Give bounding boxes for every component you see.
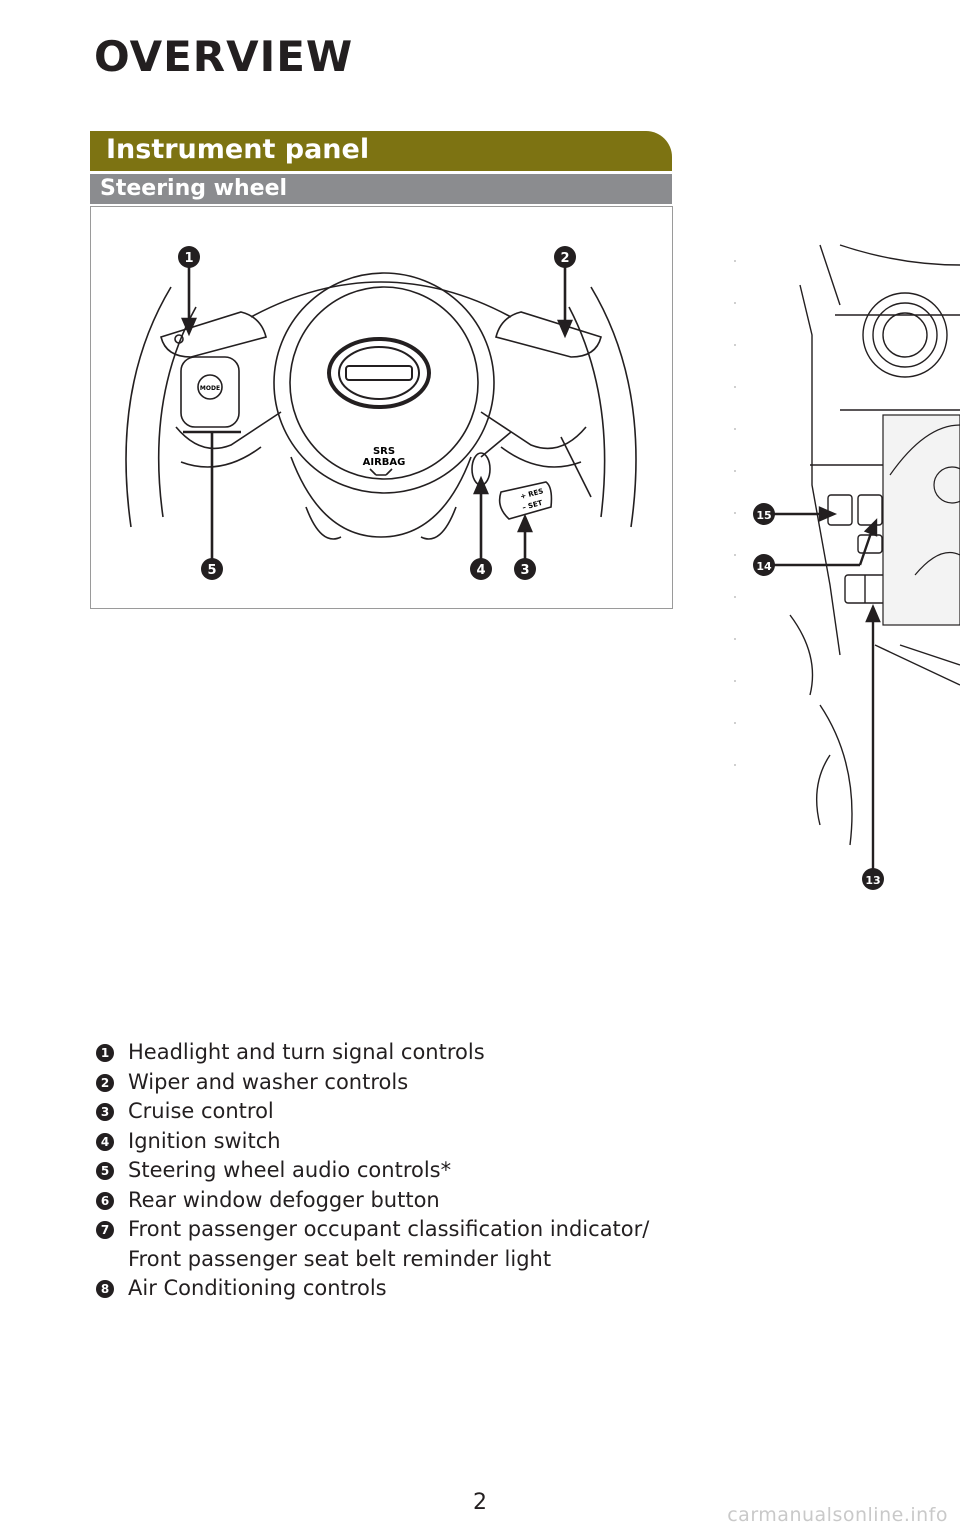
legend-number-badge: 6: [96, 1192, 114, 1210]
wheel-hub-lower: [291, 457, 471, 537]
sub-header-label: Steering wheel: [100, 176, 288, 201]
legend-text: Steering wheel audio controls*: [128, 1158, 452, 1182]
svg-text:2: 2: [560, 251, 570, 266]
page-title: OVERVIEW: [94, 32, 354, 81]
svg-text:1: 1: [184, 251, 194, 266]
horn-icon: [370, 469, 392, 475]
scion-logo: [329, 339, 429, 407]
callout-badge-13: [862, 868, 884, 890]
wheel-rim-right-inner: [569, 307, 605, 517]
wheel-rim-left-outer: [126, 287, 171, 527]
legend-text: Ignition switch: [128, 1128, 281, 1153]
legend-item: [96, 1215, 716, 1245]
callout-badge-3: [514, 558, 536, 580]
wheel-spoke-left: [176, 412, 281, 448]
legend-item: [96, 1097, 716, 1127]
legend-number-badge: 7: [96, 1221, 114, 1239]
svg-text:5: 5: [207, 563, 217, 578]
legend-number-badge: 4: [96, 1133, 114, 1151]
legend-item: [96, 1068, 716, 1098]
legend-item: [96, 1186, 716, 1216]
legend-item: [96, 1245, 716, 1275]
legend-text: Cruise control: [128, 1099, 274, 1123]
legend-item: [96, 1127, 716, 1157]
mode-label: MODE: [199, 385, 221, 392]
legend-text: Rear window defogger button: [128, 1187, 440, 1212]
wiper-stalk: [496, 312, 601, 357]
cruise-res-label: + RES: [519, 487, 545, 501]
legend-number-badge: 1: [96, 1044, 114, 1062]
air-vent: [863, 293, 947, 377]
svg-text:13: 13: [865, 874, 881, 887]
wheel-rim-left-inner: [159, 307, 196, 517]
watermark: carmanualsonline.info: [727, 1504, 948, 1526]
svg-text:15: 15: [756, 509, 772, 522]
wheel-rim-right-outer: [591, 287, 636, 527]
legend-text: Wiper and washer controls: [128, 1069, 409, 1094]
legend-number-badge: 5: [96, 1162, 114, 1180]
legend-text: Front passenger occupant classification indicator/: [128, 1217, 650, 1241]
legend-item: [96, 1156, 716, 1186]
callout-badge-15: [753, 503, 775, 525]
callout-badge-4: [470, 558, 492, 580]
airbag-label-line2: AIRBAG: [362, 457, 406, 468]
legend-number-badge: 3: [96, 1103, 114, 1121]
audio-control-pad: [181, 357, 239, 427]
callout-badge-2: [554, 246, 576, 268]
dash-switch-15: [828, 495, 852, 525]
callout-badge-5: [201, 558, 223, 580]
section-header: [90, 131, 672, 171]
legend-item: [96, 1274, 716, 1304]
svg-text:4: 4: [476, 563, 486, 578]
airbag-label-line1: SRS: [372, 446, 396, 457]
section-header-label: Instrument panel: [106, 134, 370, 165]
callout-badge-1: [178, 246, 200, 268]
cruise-set-label: – SET: [521, 498, 544, 512]
dashboard-figure: [700, 225, 960, 905]
page-number: 2: [473, 1490, 487, 1515]
steering-wheel-figure: [90, 206, 673, 609]
legend-item: [96, 1038, 716, 1068]
callout-badge-14: [753, 554, 775, 576]
svg-text:3: 3: [520, 563, 530, 578]
svg-text:14: 14: [756, 560, 772, 573]
steering-wheel-illustration: [91, 207, 672, 608]
legend-number-badge: 2: [96, 1074, 114, 1092]
legend-text: Headlight and turn signal controls: [128, 1040, 485, 1064]
legend-list: [96, 1038, 716, 1304]
sub-header: [90, 174, 672, 204]
cruise-stalk: [500, 482, 552, 519]
legend-text: Front passenger seat belt reminder light: [128, 1246, 552, 1271]
dashboard-illustration: [700, 225, 960, 905]
legend-text: Air Conditioning controls: [128, 1276, 387, 1300]
legend-number-badge: 8: [96, 1280, 114, 1298]
